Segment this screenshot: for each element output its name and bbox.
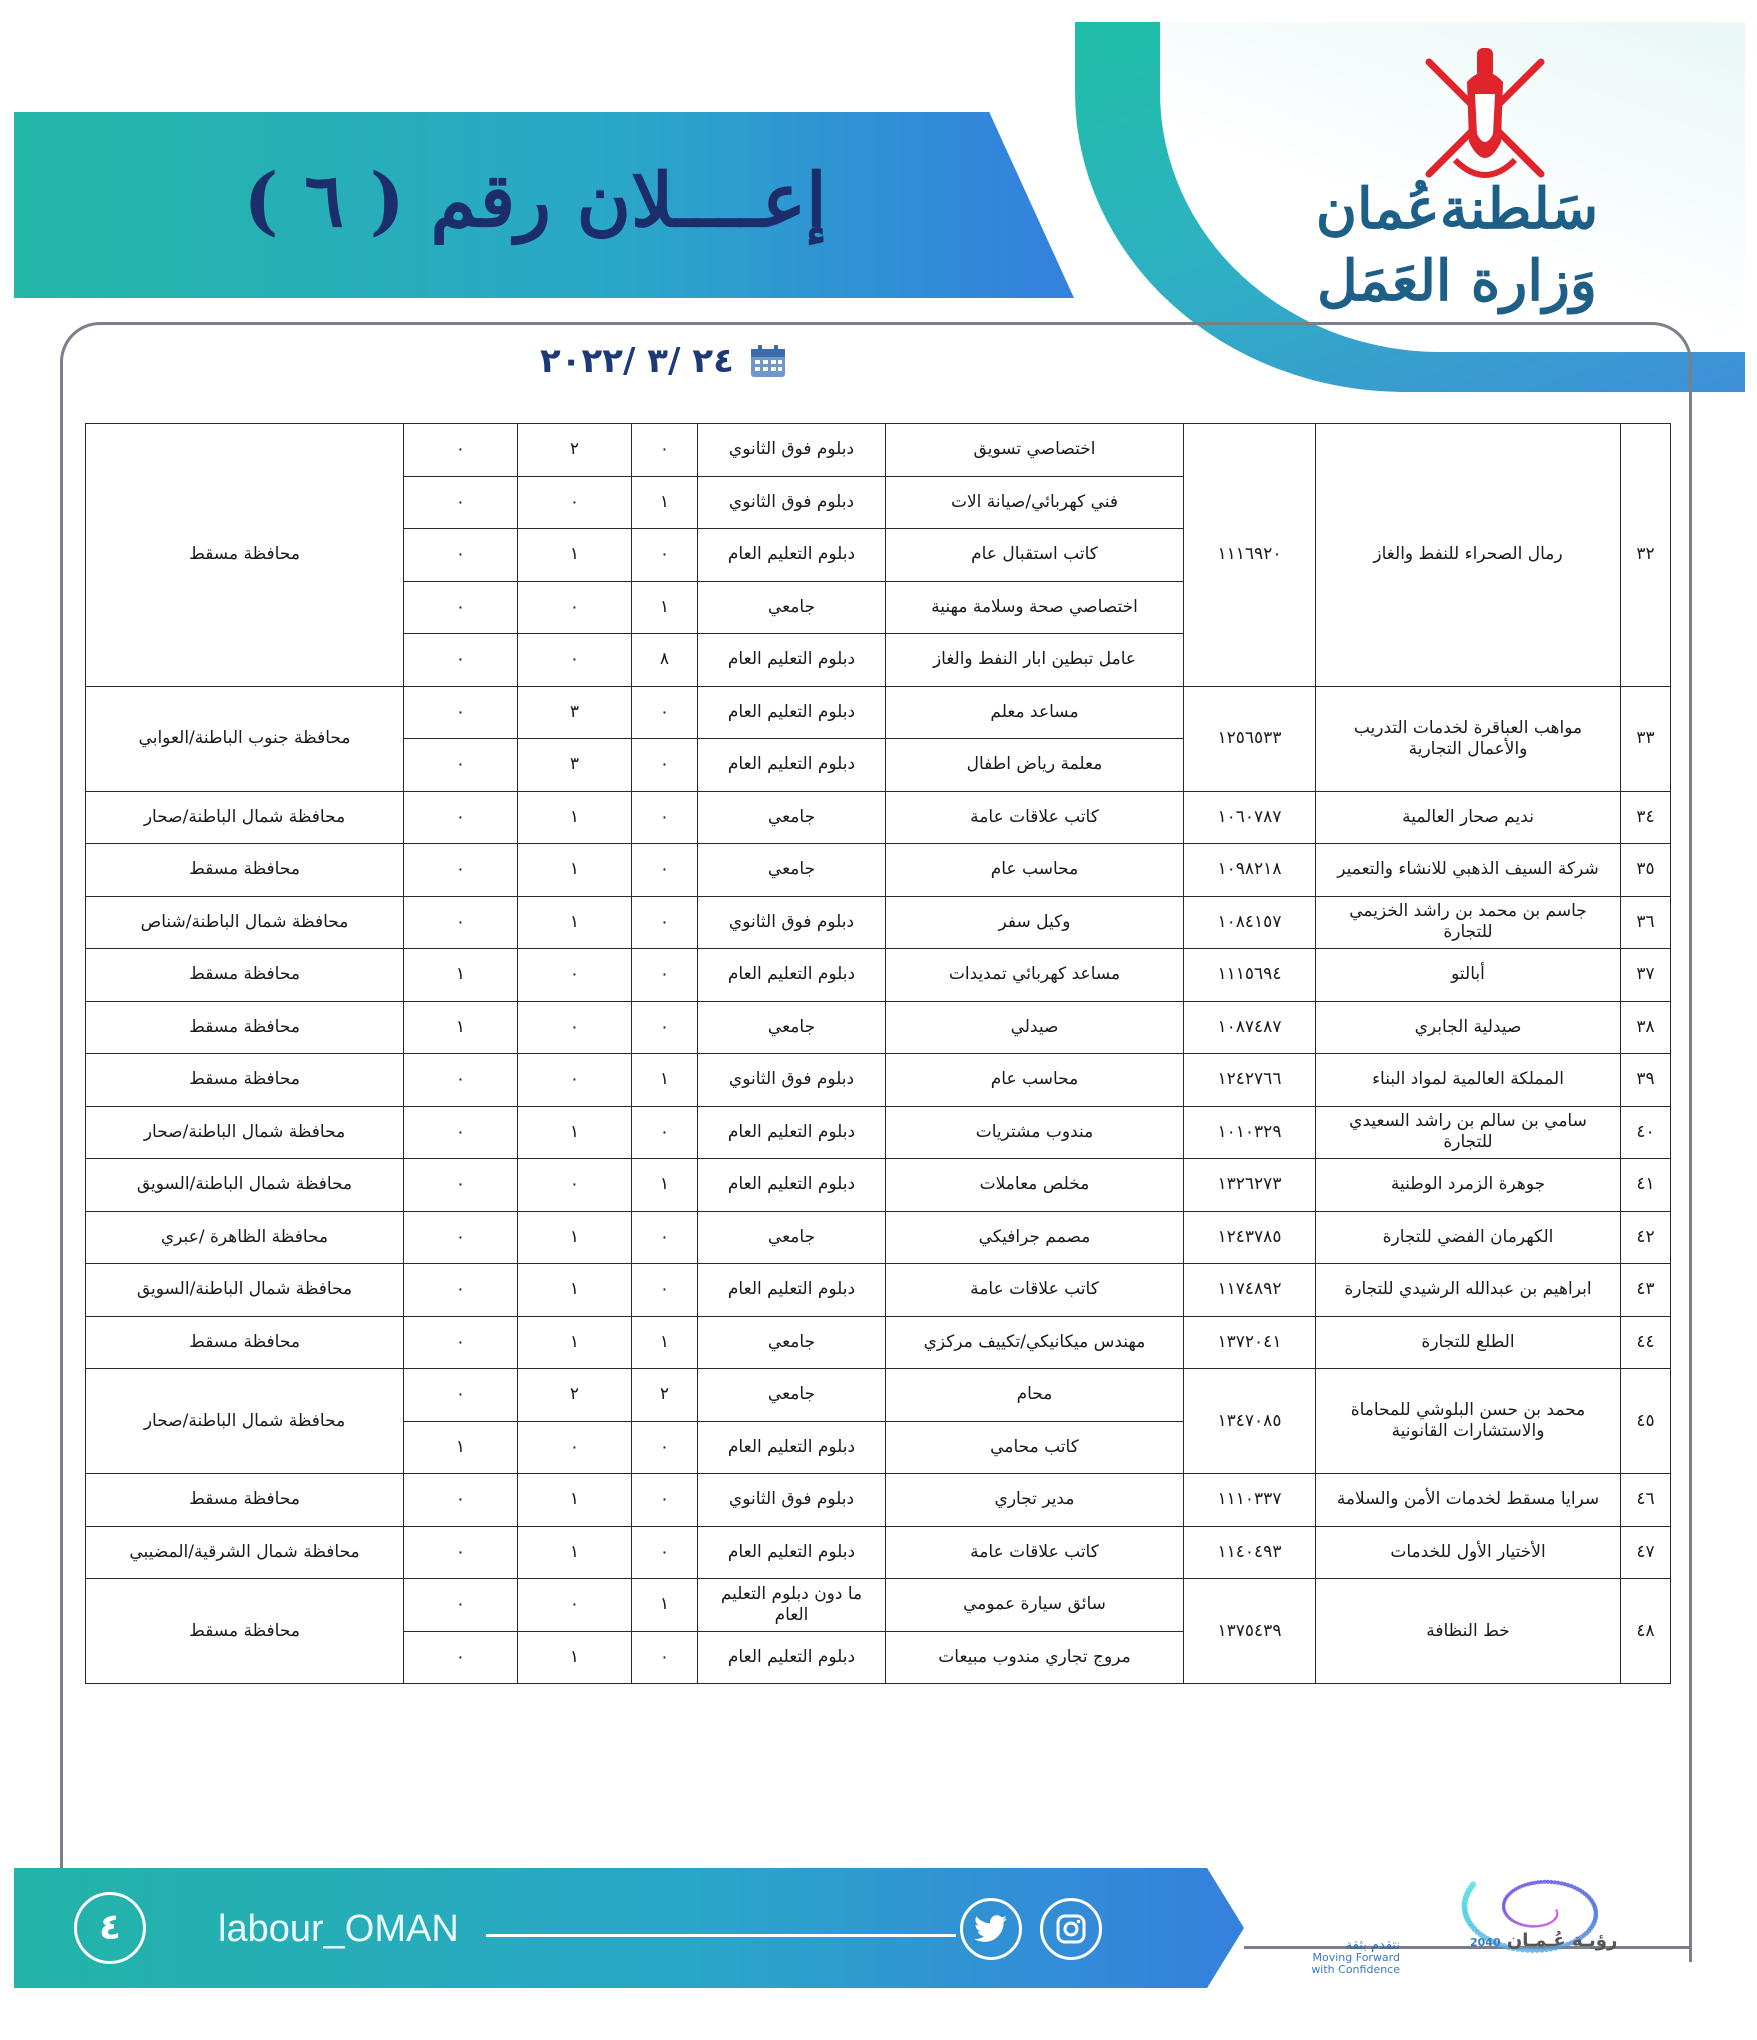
job-title-cell: مندوب مشتريات	[886, 1106, 1184, 1159]
count-cell: ٠	[404, 1264, 518, 1317]
table-row	[86, 949, 1671, 1002]
count-cell: ٠	[518, 1579, 632, 1632]
announcement-date: ٢٤ /٣ /٢٠٢٢	[540, 341, 734, 381]
table-row	[86, 1579, 1671, 1632]
page-title: إعــــلان رقم ( ٦ )	[243, 158, 827, 244]
registration-number-cell: ١٠٩٨٢١٨	[1184, 844, 1316, 897]
job-title-cell: اختصاصي تسويق	[886, 424, 1184, 477]
count-cell: ٠	[404, 581, 518, 634]
count-cell: ٣	[518, 686, 632, 739]
job-title-cell: عامل تبطين ابار النفط والغاز	[886, 634, 1184, 687]
count-cell: ١	[632, 1159, 698, 1212]
twitter-icon[interactable]	[960, 1898, 1022, 1960]
table-row	[86, 1106, 1671, 1159]
registration-number-cell: ١٣٤٧٠٨٥	[1184, 1369, 1316, 1474]
moving-forward-logo	[1310, 1940, 1400, 1976]
company-cell: رمال الصحراء للنفط والغاز	[1316, 424, 1621, 687]
registration-number-cell: ١٢٥٦٥٣٣	[1184, 686, 1316, 791]
location-cell: محافظة مسقط	[86, 1054, 404, 1107]
qualification-cell: دبلوم التعليم العام	[698, 1264, 886, 1317]
count-cell: ٠	[632, 739, 698, 792]
company-cell: سامي بن سالم بن راشد السعيدي للتجارة	[1316, 1106, 1621, 1159]
registration-number-cell: ١٢٤٣٧٨٥	[1184, 1211, 1316, 1264]
job-title-cell: مصمم جرافيكي	[886, 1211, 1184, 1264]
count-cell: ٠	[518, 949, 632, 1002]
count-cell: ٠	[518, 1159, 632, 1212]
count-cell: ١	[518, 896, 632, 949]
footer-divider	[486, 1934, 956, 1937]
company-cell: الطلع للتجارة	[1316, 1316, 1621, 1369]
count-cell: ١	[518, 844, 632, 897]
table-row	[86, 424, 1671, 477]
row-number-cell: ٣٥	[1621, 844, 1671, 897]
registration-number-cell: ١١٤٠٤٩٣	[1184, 1526, 1316, 1579]
count-cell: ٠	[404, 476, 518, 529]
count-cell: ١	[404, 1001, 518, 1054]
count-cell: ٠	[404, 1474, 518, 1527]
company-cell: جاسم بن محمد بن راشد الخزيمي للتجارة	[1316, 896, 1621, 949]
qualification-cell: دبلوم التعليم العام	[698, 529, 886, 582]
social-handle[interactable]: labour_OMAN	[218, 1908, 459, 1950]
location-cell: محافظة مسقط	[86, 844, 404, 897]
count-cell: ٠	[518, 581, 632, 634]
job-title-cell: صيدلي	[886, 1001, 1184, 1054]
qualification-cell: دبلوم فوق الثانوي	[698, 896, 886, 949]
jobs-table	[85, 423, 1671, 1684]
company-cell: الكهرمان الفضي للتجارة	[1316, 1211, 1621, 1264]
job-title-cell: وكيل سفر	[886, 896, 1184, 949]
count-cell: ٠	[404, 634, 518, 687]
count-cell: ١	[632, 1316, 698, 1369]
table-row	[86, 1054, 1671, 1107]
location-cell: محافظة شمال الشرقية/المضيبي	[86, 1526, 404, 1579]
job-title-cell: كاتب علاقات عامة	[886, 791, 1184, 844]
count-cell: ٠	[632, 1106, 698, 1159]
count-cell: ٠	[632, 1211, 698, 1264]
row-number-cell: ٤٥	[1621, 1369, 1671, 1474]
location-cell: محافظة مسقط	[86, 1316, 404, 1369]
count-cell: ١	[518, 1106, 632, 1159]
count-cell: ١	[632, 1054, 698, 1107]
count-cell: ٠	[404, 844, 518, 897]
brand-ministry: وَزارة العَمَل	[1317, 248, 1597, 314]
count-cell: ١	[518, 1526, 632, 1579]
count-cell: ٠	[518, 1054, 632, 1107]
qualification-cell: ما دون دبلوم التعليم العام	[698, 1579, 886, 1632]
row-number-cell: ٣٤	[1621, 791, 1671, 844]
registration-number-cell: ١٢٤٢٧٦٦	[1184, 1054, 1316, 1107]
table-row	[86, 896, 1671, 949]
count-cell: ١	[518, 791, 632, 844]
company-cell: ابراهيم بن عبدالله الرشيدي للتجارة	[1316, 1264, 1621, 1317]
count-cell: ٠	[632, 686, 698, 739]
job-title-cell: كاتب استقبال عام	[886, 529, 1184, 582]
row-number-cell: ٤٠	[1621, 1106, 1671, 1159]
count-cell: ١	[404, 949, 518, 1002]
job-title-cell: مروج تجاري مندوب مبيعات	[886, 1631, 1184, 1684]
row-number-cell: ٣٢	[1621, 424, 1671, 687]
company-cell: محمد بن حسن البلوشي للمحاماة والاستشارات القانونية	[1316, 1369, 1621, 1474]
job-title-cell: اختصاصي صحة وسلامة مهنية	[886, 581, 1184, 634]
oman-vision-2040-logo-icon	[1380, 1840, 1620, 1990]
row-number-cell: ٣٨	[1621, 1001, 1671, 1054]
company-cell: خط النظافة	[1316, 1579, 1621, 1684]
count-cell: ٠	[404, 1159, 518, 1212]
table-row	[86, 844, 1671, 897]
job-title-cell: محاسب عام	[886, 844, 1184, 897]
row-number-cell: ٤٤	[1621, 1316, 1671, 1369]
date-row	[540, 336, 786, 386]
registration-number-cell: ١٠٨٤١٥٧	[1184, 896, 1316, 949]
qualification-cell: جامعي	[698, 1369, 886, 1422]
company-cell: الأختيار الأول للخدمات	[1316, 1526, 1621, 1579]
count-cell: ٠	[518, 1001, 632, 1054]
count-cell: ١	[518, 1316, 632, 1369]
location-cell: محافظة شمال الباطنة/شناص	[86, 896, 404, 949]
location-cell: محافظة الظاهرة /عبري	[86, 1211, 404, 1264]
count-cell: ١	[518, 1631, 632, 1684]
company-cell: مواهب العباقرة لخدمات التدريب والأعمال التجارية	[1316, 686, 1621, 791]
qualification-cell: جامعي	[698, 791, 886, 844]
count-cell: ٣	[518, 739, 632, 792]
vision-2040-text	[1470, 1930, 1617, 1951]
location-cell: محافظة شمال الباطنة/صحار	[86, 791, 404, 844]
table-row	[86, 1369, 1671, 1422]
location-cell: محافظة جنوب الباطنة/العوابي	[86, 686, 404, 791]
table-row	[86, 686, 1671, 739]
company-cell: أبالتو	[1316, 949, 1621, 1002]
table-row	[86, 1159, 1671, 1212]
table-row	[86, 791, 1671, 844]
table-row	[86, 1526, 1671, 1579]
qualification-cell: دبلوم التعليم العام	[698, 1159, 886, 1212]
job-title-cell: محام	[886, 1369, 1184, 1422]
count-cell: ٠	[632, 1264, 698, 1317]
row-number-cell: ٤٢	[1621, 1211, 1671, 1264]
count-cell: ٠	[632, 1526, 698, 1579]
count-cell: ١	[632, 1579, 698, 1632]
count-cell: ١	[518, 1264, 632, 1317]
count-cell: ٨	[632, 634, 698, 687]
count-cell: ٠	[404, 1054, 518, 1107]
count-cell: ٠	[518, 1421, 632, 1474]
brand-sultanate: سَلطنةعُمان	[1315, 176, 1599, 242]
count-cell: ٠	[632, 424, 698, 477]
location-cell: محافظة مسقط	[86, 1001, 404, 1054]
qualification-cell: دبلوم التعليم العام	[698, 739, 886, 792]
qualification-cell: جامعي	[698, 1001, 886, 1054]
count-cell: ١	[518, 1474, 632, 1527]
job-title-cell: معلمة رياض اطفال	[886, 739, 1184, 792]
registration-number-cell: ١٠١٠٣٢٩	[1184, 1106, 1316, 1159]
location-cell: محافظة مسقط	[86, 424, 404, 687]
count-cell: ٠	[632, 896, 698, 949]
job-title-cell: مهندس ميكانيكي/تكييف مركزي	[886, 1316, 1184, 1369]
registration-number-cell: ١٣٢٦٢٧٣	[1184, 1159, 1316, 1212]
company-cell: صيدلية الجابري	[1316, 1001, 1621, 1054]
count-cell: ٢	[632, 1369, 698, 1422]
count-cell: ٢	[518, 424, 632, 477]
company-cell: سرايا مسقط لخدمات الأمن والسلامة	[1316, 1474, 1621, 1527]
job-title-cell: مدير تجاري	[886, 1474, 1184, 1527]
count-cell: ٠	[632, 1631, 698, 1684]
count-cell: ٠	[404, 1106, 518, 1159]
count-cell: ٠	[632, 949, 698, 1002]
count-cell: ٠	[404, 686, 518, 739]
count-cell: ٠	[632, 529, 698, 582]
table-row	[86, 1264, 1671, 1317]
count-cell: ١	[518, 529, 632, 582]
registration-number-cell: ١١١٠٣٣٧	[1184, 1474, 1316, 1527]
registration-number-cell: ١١١٦٩٢٠	[1184, 424, 1316, 687]
oman-emblem-icon	[1415, 42, 1555, 192]
qualification-cell: دبلوم التعليم العام	[698, 1526, 886, 1579]
count-cell: ١	[632, 476, 698, 529]
count-cell: ٠	[404, 1211, 518, 1264]
qualification-cell: جامعي	[698, 1316, 886, 1369]
row-number-cell: ٣٦	[1621, 896, 1671, 949]
registration-number-cell: ١٠٦٠٧٨٧	[1184, 791, 1316, 844]
qualification-cell: دبلوم فوق الثانوي	[698, 424, 886, 477]
row-number-cell: ٣٧	[1621, 949, 1671, 1002]
count-cell: ١	[518, 1211, 632, 1264]
count-cell: ١	[632, 581, 698, 634]
count-cell: ٠	[404, 739, 518, 792]
qualification-cell: جامعي	[698, 1211, 886, 1264]
registration-number-cell: ١١٧٤٨٩٢	[1184, 1264, 1316, 1317]
qualification-cell: دبلوم التعليم العام	[698, 686, 886, 739]
location-cell: محافظة شمال الباطنة/صحار	[86, 1106, 404, 1159]
location-cell: محافظة مسقط	[86, 949, 404, 1002]
table-row	[86, 1001, 1671, 1054]
count-cell: ٠	[518, 634, 632, 687]
location-cell: محافظة شمال الباطنة/صحار	[86, 1369, 404, 1474]
job-title-cell: مساعد كهربائي تمديدات	[886, 949, 1184, 1002]
row-number-cell: ٤٨	[1621, 1579, 1671, 1684]
row-number-cell: ٤٣	[1621, 1264, 1671, 1317]
job-title-cell: محاسب عام	[886, 1054, 1184, 1107]
registration-number-cell: ١٠٨٧٤٨٧	[1184, 1001, 1316, 1054]
instagram-camera-icon	[1056, 1914, 1086, 1944]
page-number: ٤	[74, 1892, 146, 1964]
confidence-ar: نتقدم بثقة	[1345, 1938, 1400, 1953]
count-cell: ٠	[632, 1001, 698, 1054]
qualification-cell: دبلوم التعليم العام	[698, 949, 886, 1002]
count-cell: ٠	[404, 1316, 518, 1369]
job-title-cell: سائق سيارة عمومي	[886, 1579, 1184, 1632]
count-cell: ٠	[404, 1526, 518, 1579]
registration-number-cell: ١٣٧٥٤٣٩	[1184, 1579, 1316, 1684]
vision-year: 2040	[1470, 1936, 1501, 1949]
job-title-cell: كاتب محامي	[886, 1421, 1184, 1474]
confidence-en: Moving Forward with Confidence	[1311, 1951, 1400, 1976]
count-cell: ٠	[632, 844, 698, 897]
instagram-icon[interactable]	[1040, 1898, 1102, 1960]
job-title-cell: مساعد معلم	[886, 686, 1184, 739]
count-cell: ٠	[518, 476, 632, 529]
row-number-cell: ٤١	[1621, 1159, 1671, 1212]
count-cell: ٠	[404, 896, 518, 949]
qualification-cell: دبلوم التعليم العام	[698, 1106, 886, 1159]
job-title-cell: فني كهربائي/صيانة الات	[886, 476, 1184, 529]
company-cell: شركة السيف الذهبي للانشاء والتعمير	[1316, 844, 1621, 897]
job-title-cell: كاتب علاقات عامة	[886, 1264, 1184, 1317]
location-cell: محافظة مسقط	[86, 1474, 404, 1527]
job-title-cell: مخلص معاملات	[886, 1159, 1184, 1212]
count-cell: ٠	[632, 791, 698, 844]
calendar-icon	[750, 344, 786, 378]
table-row	[86, 1316, 1671, 1369]
row-number-cell: ٣٩	[1621, 1054, 1671, 1107]
qualification-cell: دبلوم التعليم العام	[698, 1631, 886, 1684]
registration-number-cell: ١٣٧٢٠٤١	[1184, 1316, 1316, 1369]
row-number-cell: ٣٣	[1621, 686, 1671, 791]
company-cell: نديم صحار العالمية	[1316, 791, 1621, 844]
qualification-cell: دبلوم فوق الثانوي	[698, 1054, 886, 1107]
location-cell: محافظة شمال الباطنة/السويق	[86, 1264, 404, 1317]
location-cell: محافظة مسقط	[86, 1579, 404, 1684]
count-cell: ٢	[518, 1369, 632, 1422]
count-cell: ٠	[632, 1474, 698, 1527]
qualification-cell: جامعي	[698, 844, 886, 897]
count-cell: ١	[404, 1421, 518, 1474]
registration-number-cell: ١١١٥٦٩٤	[1184, 949, 1316, 1002]
company-cell: جوهرة الزمرد الوطنية	[1316, 1159, 1621, 1212]
count-cell: ٠	[404, 424, 518, 477]
job-title-cell: كاتب علاقات عامة	[886, 1526, 1184, 1579]
location-cell: محافظة شمال الباطنة/السويق	[86, 1159, 404, 1212]
row-number-cell: ٤٦	[1621, 1474, 1671, 1527]
count-cell: ٠	[404, 529, 518, 582]
count-cell: ٠	[632, 1421, 698, 1474]
count-cell: ٠	[404, 791, 518, 844]
count-cell: ٠	[404, 1631, 518, 1684]
row-number-cell: ٤٧	[1621, 1526, 1671, 1579]
table-row	[86, 1211, 1671, 1264]
count-cell: ٠	[404, 1579, 518, 1632]
qualification-cell: دبلوم التعليم العام	[698, 634, 886, 687]
qualification-cell: دبلوم التعليم العام	[698, 1421, 886, 1474]
qualification-cell: دبلوم فوق الثانوي	[698, 1474, 886, 1527]
twitter-bird-icon	[974, 1915, 1008, 1943]
table-row	[86, 1474, 1671, 1527]
qualification-cell: جامعي	[698, 581, 886, 634]
count-cell: ٠	[404, 1369, 518, 1422]
vision-label: رؤيـة عُـمـان	[1506, 1930, 1618, 1951]
company-cell: المملكة العالمية لمواد البناء	[1316, 1054, 1621, 1107]
qualification-cell: دبلوم فوق الثانوي	[698, 476, 886, 529]
